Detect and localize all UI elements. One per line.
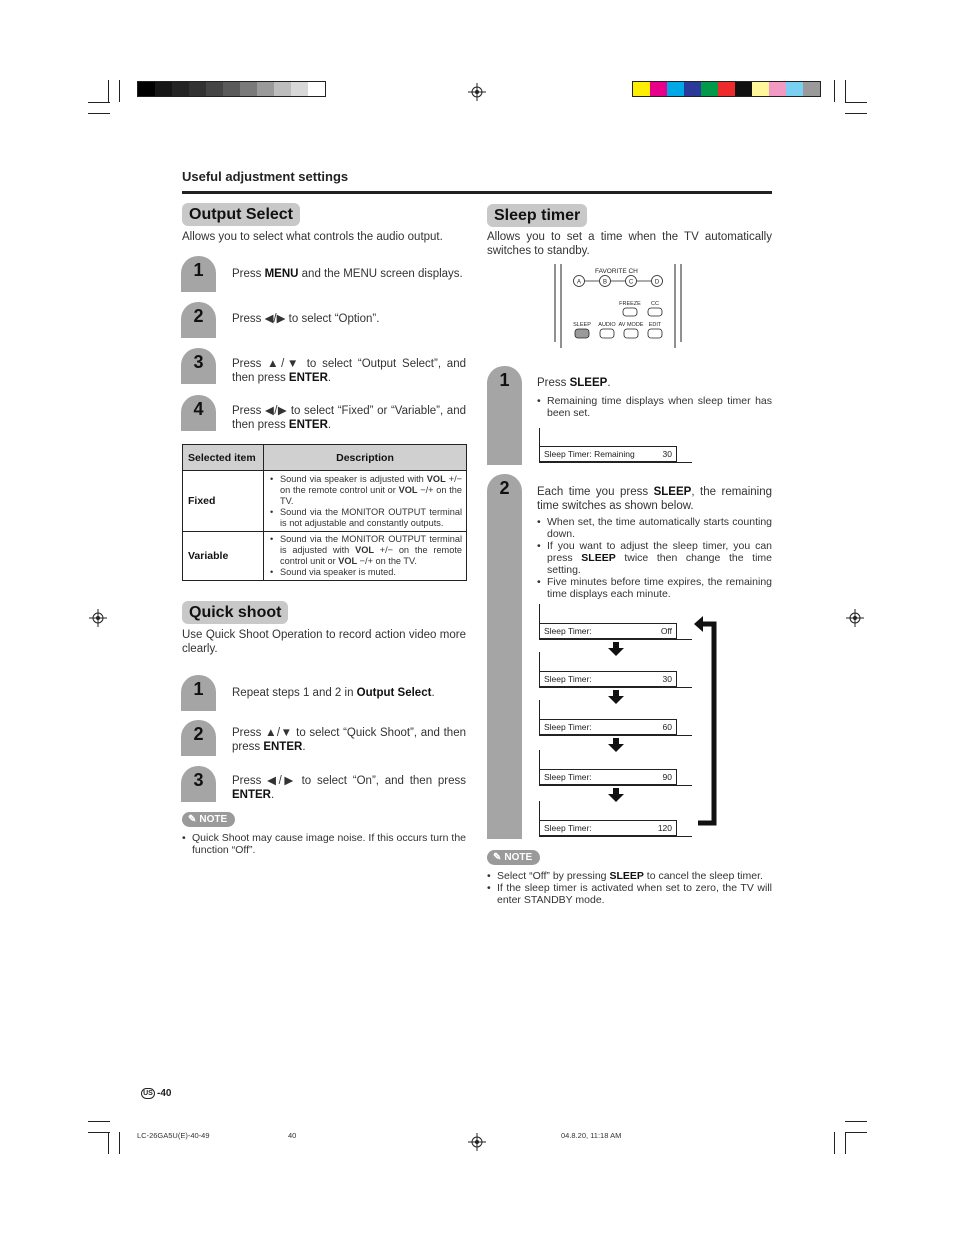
calibration-swatch xyxy=(718,82,735,96)
calibration-swatch xyxy=(240,82,257,96)
remote-label-freeze: FREEZE xyxy=(619,301,641,307)
step-text: Press ◀/▶ to select “Option”. xyxy=(232,313,380,325)
sleep-timer-intro: Allows you to set a time when the TV automatically switches to standby. xyxy=(487,231,772,257)
crop-mark xyxy=(108,80,109,102)
pencil-icon: ✎ xyxy=(493,852,502,863)
remote-button-b: B xyxy=(602,279,608,286)
osd-sleep-timer: Sleep Timer: Off xyxy=(539,623,677,639)
list-item: • Sound via speaker is muted. xyxy=(270,567,462,578)
registration-mark-icon xyxy=(468,83,486,101)
table-cell xyxy=(264,532,467,581)
cycle-return-arrow-icon xyxy=(694,615,724,827)
step-badge: 2 xyxy=(487,474,522,839)
page-number: US -40 xyxy=(141,1088,171,1099)
color-calibration-strip xyxy=(632,81,821,97)
calibration-swatch xyxy=(786,82,803,96)
crop-mark xyxy=(88,1121,110,1122)
footer-filename: LC-26GA5U(E)-40-49 xyxy=(137,1131,210,1140)
osd-sleep-timer: Sleep Timer: 120 xyxy=(539,820,677,836)
osd-frame-line xyxy=(539,801,540,821)
osd-frame-line xyxy=(539,639,692,640)
output-select-intro: Allows you to select what controls the audio output. xyxy=(182,231,443,243)
crop-mark xyxy=(88,113,110,114)
calibration-swatch xyxy=(138,82,155,96)
registration-mark-icon xyxy=(468,1133,486,1151)
crop-mark xyxy=(845,1132,867,1133)
osd-sleep-timer: Sleep Timer: 60 xyxy=(539,719,677,735)
crop-mark xyxy=(119,1132,120,1154)
osd-frame-line xyxy=(539,428,540,447)
footer-page-num: 40 xyxy=(288,1131,297,1140)
note-badge: ✎ NOTE xyxy=(487,850,540,865)
calibration-swatch xyxy=(189,82,206,96)
note-badge: ✎ NOTE xyxy=(182,812,235,827)
remote-label-favorite: FAVORITE CH xyxy=(595,268,638,275)
list-item: • Sound via the MONITOR OUTPUT terminal is adjusted with VOL +/− on the remote control unit or VOL −/+ on the TV. xyxy=(270,534,462,567)
section-heading: Useful adjustment settings xyxy=(182,169,349,184)
crop-mark xyxy=(108,1132,109,1154)
step-text: Press ◀/▶ to select “Fixed” or “Variable”, and then press ENTER. xyxy=(232,405,466,431)
grayscale-calibration-strip xyxy=(137,81,326,97)
list-item: • Sound via the MONITOR OUTPUT terminal is not adjustable and constantly outputs. xyxy=(270,507,462,529)
step-badge: 1 xyxy=(487,366,522,465)
table-row xyxy=(183,471,467,532)
crop-mark xyxy=(834,80,835,102)
osd-sleep-remaining: Sleep Timer: Remaining 30 xyxy=(539,446,677,462)
step-text: Press SLEEP. xyxy=(537,377,611,389)
calibration-swatch xyxy=(172,82,189,96)
sleep-timer-title: Sleep timer xyxy=(487,204,587,227)
step-text: Press ▲/▼ to select “Quick Shoot”, and then press ENTER. xyxy=(232,727,466,753)
crop-mark xyxy=(845,102,867,103)
step-text: Each time you press SLEEP, the remaining time switches as shown below. xyxy=(537,486,772,512)
list-item: • Remaining time displays when sleep timer has been set. xyxy=(537,395,772,419)
output-select-table xyxy=(182,444,467,581)
calibration-swatch xyxy=(206,82,223,96)
down-arrow-icon xyxy=(608,642,624,656)
calibration-swatch xyxy=(257,82,274,96)
calibration-swatch xyxy=(769,82,786,96)
list-item: • Quick Shoot may cause image noise. If this occurs turn the function “Off”. xyxy=(182,832,466,856)
osd-frame-line xyxy=(539,604,540,624)
step-badge: 3 xyxy=(181,766,216,802)
calibration-swatch xyxy=(735,82,752,96)
crop-mark xyxy=(845,1121,867,1122)
table-cell xyxy=(264,471,467,532)
calibration-swatch xyxy=(155,82,172,96)
list-item: • When set, the time automatically starts counting down. xyxy=(537,516,772,540)
crop-mark xyxy=(88,1132,110,1133)
osd-frame-line xyxy=(539,785,692,786)
list-item: • If you want to adjust the sleep timer, you can press SLEEP twice then change the time setting. xyxy=(537,540,772,576)
registration-mark-icon xyxy=(89,609,107,627)
down-arrow-icon xyxy=(608,788,624,802)
calibration-swatch xyxy=(803,82,820,96)
region-badge: US xyxy=(141,1088,155,1099)
osd-sleep-timer: Sleep Timer: 90 xyxy=(539,769,677,785)
remote-label-sleep: SLEEP xyxy=(573,322,591,328)
step-text: Press ◀/▶ to select “On”, and then press ENTER. xyxy=(232,775,466,801)
list-item: • Sound via speaker is adjusted with VOL +/− on the remote control unit or VOL −/+ on the TV. xyxy=(270,474,462,507)
registration-mark-icon xyxy=(846,609,864,627)
step-text: Press ▲/▼ to select “Output Select”, and then press ENTER. xyxy=(232,358,466,384)
sleep-timer-notes xyxy=(487,870,772,906)
calibration-swatch xyxy=(701,82,718,96)
list-item: • Five minutes before time expires, the remaining time displays each minute. xyxy=(537,576,772,600)
osd-sleep-timer: Sleep Timer: 30 xyxy=(539,671,677,687)
calibration-swatch xyxy=(274,82,291,96)
step-badge: 2 xyxy=(181,302,216,338)
down-arrow-icon xyxy=(608,690,624,704)
step-badge: 1 xyxy=(181,256,216,292)
osd-frame-line xyxy=(539,836,692,837)
calibration-swatch xyxy=(308,82,325,96)
list-item: • Select “Off” by pressing SLEEP to cancel the sleep timer. xyxy=(487,870,772,882)
header-rule xyxy=(182,191,772,194)
step-badge: 4 xyxy=(181,395,216,431)
calibration-swatch xyxy=(650,82,667,96)
remote-control-illustration xyxy=(551,264,685,348)
quick-shoot-title: Quick shoot xyxy=(182,601,288,624)
down-arrow-icon xyxy=(608,738,624,752)
crop-mark xyxy=(119,80,120,102)
step-bullets xyxy=(537,516,772,600)
crop-mark xyxy=(845,1132,846,1154)
calibration-swatch xyxy=(223,82,240,96)
remote-button-c: C xyxy=(628,279,634,286)
calibration-swatch xyxy=(291,82,308,96)
table-header: Selected item xyxy=(183,445,264,471)
osd-frame-line xyxy=(539,700,540,720)
remote-label-audio: AUDIO xyxy=(598,322,616,328)
footer-date: 04.8.20, 11:18 AM xyxy=(561,1131,622,1140)
osd-frame-line xyxy=(539,462,692,463)
remote-button-d: D xyxy=(654,279,660,286)
crop-mark xyxy=(845,113,867,114)
step-text: Repeat steps 1 and 2 in Output Select. xyxy=(232,687,435,699)
quick-shoot-notes xyxy=(182,832,466,856)
calibration-swatch xyxy=(752,82,769,96)
calibration-swatch xyxy=(684,82,701,96)
remote-label-cc: CC xyxy=(651,301,659,307)
step-badge: 2 xyxy=(181,720,216,756)
calibration-swatch xyxy=(633,82,650,96)
table-cell: Fixed xyxy=(183,471,264,532)
table-header: Description xyxy=(264,445,467,471)
osd-frame-line xyxy=(539,735,692,736)
crop-mark xyxy=(88,102,110,103)
step-bullets xyxy=(537,395,772,419)
crop-mark xyxy=(834,1132,835,1154)
list-item: • If the sleep timer is activated when set to zero, the TV will enter STANDBY mode. xyxy=(487,882,772,906)
quick-shoot-intro: Use Quick Shoot Operation to record action video more clearly. xyxy=(182,629,466,655)
step-badge: 3 xyxy=(181,348,216,384)
table-cell: Variable xyxy=(183,532,264,581)
osd-frame-line xyxy=(539,652,540,672)
table-row xyxy=(183,532,467,581)
step-text: Press MENU and the MENU screen displays. xyxy=(232,268,463,280)
osd-frame-line xyxy=(539,750,540,770)
output-select-title: Output Select xyxy=(182,203,300,226)
crop-mark xyxy=(845,80,846,102)
step-badge: 1 xyxy=(181,675,216,711)
remote-button-a: A xyxy=(576,279,582,286)
osd-frame-line xyxy=(539,687,692,688)
remote-label-avmode: AV MODE xyxy=(618,322,644,328)
calibration-swatch xyxy=(667,82,684,96)
pencil-icon: ✎ xyxy=(188,814,197,825)
remote-label-edit: EDIT xyxy=(648,322,662,328)
